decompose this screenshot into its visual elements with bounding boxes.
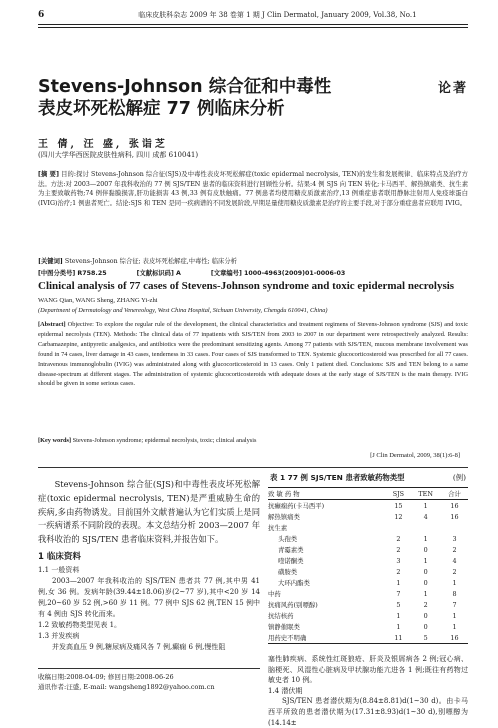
table-cell-ten: 5 (410, 632, 441, 644)
affiliation-en: (Department of Dermatology and Venereology, West China Hospital, Sichuan University, Chengdu 610041, China) (38, 307, 328, 314)
section-heading: 1 临床资料 (38, 551, 81, 562)
table-cell-total: 1 (452, 611, 457, 620)
table-cell-ten: 0 (423, 611, 428, 620)
table-header-row (268, 488, 468, 500)
table-cell-ten: 0 (423, 567, 428, 576)
table-row (268, 566, 468, 577)
footnote (38, 672, 268, 692)
table-row (268, 632, 468, 644)
subsection-heading: 1.3 并发疾病 (38, 631, 80, 640)
table-cell-ten: 1 (423, 589, 428, 598)
table-cell-total: 1 (452, 578, 457, 587)
table-cell-sjs (386, 522, 410, 533)
header-rule-thin (38, 27, 468, 28)
title-en: Clinical analysis of 77 cases of Stevens-Johnson syndrome and toxic epidermal necrolysis (38, 280, 455, 292)
table-header: 合计 (441, 488, 468, 500)
table-cell-drug: 抗癫痫药(卡马西平) (268, 502, 325, 510)
body-right-column (268, 654, 468, 728)
table-block (268, 472, 468, 644)
table-cell-drug: 青霉素类 (278, 546, 304, 554)
table-cell-drug: 镇静催眠类 (268, 623, 300, 631)
table-cell-sjs: 15 (394, 501, 403, 510)
table-cell-drug: 中药 (268, 590, 281, 598)
table-cell-drug: 抗痛风药(别嘌醇) (268, 601, 318, 609)
subsection-heading: 1.4 潜伏期 (268, 686, 303, 695)
table-row (268, 588, 468, 599)
subsection-heading: 1.1 一般资料 (38, 565, 80, 574)
intro-paragraph: Stevens-Johnson 综合征(SJS)和中毒性表皮坏死松解症(toxic epidermal necrolysis, TEN)是严重威胁生命的疾病,多由药物诱发。目前国外文献普遍认为它们实质上是同一疾病谱系不同阶段的表现。本文总结分析 2003—2007 年我科收治的 SJS/TEN 患者临床资料,并报告如下。 (38, 479, 260, 545)
table-cell-total: 7 (452, 600, 457, 609)
abstract-cn (38, 170, 468, 208)
table-cell-drug: 抗结核药 (268, 612, 294, 620)
table-cell-drug: 用药史不明确 (268, 632, 386, 644)
journal-info: 临床皮肤科杂志 2009 年 38 卷第 1 期 J Clin Dermatol, January 2009, Vol.38, No.1 (138, 11, 417, 19)
table-cell-sjs: 2 (396, 567, 401, 576)
clc-number: [中图分类号] R758.25 (38, 270, 107, 277)
title-line-1: Stevens-Johnson 综合征和中毒性 (38, 77, 332, 97)
table-row (268, 544, 468, 555)
table-row (268, 610, 468, 621)
table-cell-ten: 2 (423, 600, 428, 609)
table-cell-total (441, 522, 468, 533)
table-cell-ten: 4 (423, 512, 428, 521)
table-row (268, 599, 468, 610)
header-rule (38, 24, 468, 25)
table-cell-sjs: 1 (396, 622, 401, 631)
affiliation: (四川大学华西医院皮肤性病科, 四川 成都 610041) (38, 151, 199, 159)
table-row (268, 621, 468, 632)
drug-table (268, 487, 468, 644)
table-title: 表 1 77 例 SJS/TEN 患者致敏药物类型 (270, 473, 405, 482)
table-cell-total: 16 (450, 501, 459, 510)
table-cell-sjs: 1 (396, 578, 401, 587)
table-cell-drug: 大环内酯类 (278, 579, 310, 587)
abstract-cn-text: 目的:探讨 Stevens-Johnson 综合征(SJS)及中毒性表皮坏死松解症(toxic epidermal necrolysis, TEN)的发生和发展规律、临床特点及治疗方法。方法:对 2003—2007 年我科收治的 77 例 SJS/TEN 患者的临床资料进行回顾性分析。结果:4 例 SJS 向 TEN 转化;卡马西平、解热镇痛类、抗生素为主要致敏药物;74 例伴黏膜损害,肝功能损害 43 例,33 例有皮肤触痛。77 例患者均使用糖皮质激素治疗,13 例重症患者联用静脉注射用人免疫球蛋白(IVIG)治疗;1 例患者死亡。结论:SJS 和 TEN 是同一疾病谱的不同发展阶段,早期足量使用糖皮质激素是治疗的主要手段,对于部分重症患者应联用 IVIG。 (38, 171, 468, 207)
table-cell-sjs: 12 (394, 512, 403, 521)
table-cell-total: 2 (452, 567, 457, 576)
table-row (268, 577, 468, 588)
keywords-cn (38, 257, 468, 267)
keywords-en (38, 437, 468, 444)
abstract-cn-label: [摘 要] (38, 171, 59, 178)
abstract-en-text: Objective: To explore the regular rule of the development, the clinical characteristics and treatment regimens of Stevens-Johnson syndrome (SJS) and toxic epidermal necrolysis (TEN). Methods: The clinical data of 77 inpatients with SJS/TEN from 2003 to 2007 in our department were retrospectively analyzed. Results: Carbamazepine, antipyretic analgesics, and antibiotics were the predominant sensitizing agents. Among 77 patients with SJS/TEN, mucous membrane involvement was found in 74 cases, liver damage in 43 cases, tenderness in 33 cases. Four cases of SJS transformed to TEN. Systemic glucocorticosteroid was prescribed for all 77 cases. Intravenous immunoglobulin (IVIG) was administrated along with glucocorticosteroid in 13 cases. Only 1 patient died. Conclusions: SJS and TEN belong to a same disease-spectrum at different stages. The administration of systemic glucocorticosteroids with adequate doses at the early stage of SJS/TEN is the main therapy. IVIG should be given in some serious cases. (38, 321, 468, 388)
body-left-column (38, 478, 260, 653)
abstract-en-label: [Abstract] (38, 321, 66, 328)
table-cell-total: 1 (452, 622, 457, 631)
table-cell-drug: 解热镇痛类 (268, 513, 300, 521)
table-row (268, 511, 468, 522)
table-row (268, 522, 468, 533)
keywords-cn-text: Stevens-Johnson 综合征; 表皮坏死松解症,中毒性; 临床分析 (64, 258, 237, 265)
table-cell-total: 4 (452, 556, 457, 565)
citation: [J Clin Dermatol, 2009, 38(1):6-8] (370, 452, 460, 459)
general-data-paragraph: 2003—2007 年我科收治的 SJS/TEN 患者共 77 例,其中男 41 例,女 36 例。发病年龄(39.44±18.06)岁(2~77 岁),其中<20 岁 14 例,20~60 岁 52 例,>60 岁 11 例。77 例中 SJS 62 例,TEN 15 例中有 4 例由 SJS 转化而来。 (38, 576, 260, 618)
table-cell-total: 3 (452, 534, 457, 543)
abstract-separator (38, 467, 468, 468)
table-cell-sjs: 5 (396, 600, 401, 609)
table-cell-sjs: 2 (396, 534, 401, 543)
table-caption (268, 472, 468, 483)
table-cell-ten (410, 522, 441, 533)
table-cell-drug: 抗生素 (268, 524, 288, 532)
table-cell-total: 8 (452, 589, 457, 598)
keywords-cn-label: [关键词] (38, 258, 63, 265)
table-body (268, 500, 468, 644)
table-cell-ten: 0 (423, 578, 428, 587)
title-line-2: 表皮坏死松解症 77 例临床分析 (38, 99, 285, 119)
table-cell-sjs: 7 (396, 589, 401, 598)
table-cell-ten: 0 (423, 545, 428, 554)
classification-line (38, 268, 345, 277)
keywords-en-text: Stevens-Johnson syndrome; epidermal necrolysis, toxic; clinical analysis (72, 437, 257, 444)
article-title (38, 76, 331, 120)
table-cell-sjs: 1 (396, 611, 401, 620)
keywords-en-label: [Key words] (38, 437, 72, 444)
subsection-heading: 1.2 致敏药物类型见表 1。 (38, 620, 122, 629)
table-row (268, 555, 468, 566)
contact-author: 通讯作者:汪盛, E-mail: wangsheng1892@yahoo.com.cn (38, 683, 215, 691)
authors: 王 倩, 汪 盛, 张诣芝 (38, 139, 168, 150)
footnote-rule (38, 668, 260, 669)
table-cell-total: 16 (441, 632, 468, 644)
table-row (268, 500, 468, 512)
received-date: 收稿日期:2008-04-09; 修回日期:2008-06-26 (38, 673, 174, 681)
table-cell-ten: 0 (423, 622, 428, 631)
page-number: 6 (38, 10, 45, 20)
table-header: SJS (386, 488, 410, 500)
latency-paragraph: SJS/TEN 患者潜伏期为(8.84±8.81)d(1~30 d)。由卡马西平所致的患者潜伏期为(17.31±8.93)d(1~30 d),别嘌醇为(14.14± (268, 697, 468, 727)
article-number: [文章编号] 1000-4963(2009)01-0006-03 (210, 270, 346, 277)
table-row (268, 533, 468, 544)
authors-en: WANG Qian, WANG Sheng, ZHANG Yi-zhi (38, 297, 158, 304)
table-header: TEN (410, 488, 441, 500)
table-cell-total: 16 (450, 512, 459, 521)
table-cell-sjs: 2 (396, 545, 401, 554)
abstract-en (38, 320, 468, 389)
table-cell-total: 2 (452, 545, 457, 554)
section-tag: 论著 (437, 81, 468, 96)
table-header: 致 敏 药 物 (268, 488, 386, 500)
table-cell-drug: 喹诺酮类 (278, 557, 304, 565)
table-cell-drug: 头孢类 (278, 535, 298, 543)
comorbidity-paragraph: 并发高血压 9 例,糖尿病及痛风各 7 例,癫痫 6 例,慢性阻 (52, 642, 226, 651)
table-cell-ten: 1 (423, 501, 428, 510)
running-header (38, 8, 468, 22)
table-unit: (例) (452, 473, 466, 482)
table-cell-drug: 磺胺类 (278, 568, 298, 576)
doc-code: [文献标识码] A (136, 270, 181, 277)
table-cell-ten: 1 (423, 556, 428, 565)
table-cell-ten: 1 (423, 534, 428, 543)
table-cell-sjs: 3 (396, 556, 401, 565)
comorbidity-continued: 塞性肺疾病、系统性红斑狼疮、肝炎及银屑病各 2 例;冠心病、脑梗死、风湿性心脏病及甲状腺功能亢进各 1 例;既往有药物过敏史者 10 例。 (268, 655, 468, 685)
table-cell-sjs: 11 (386, 632, 410, 644)
